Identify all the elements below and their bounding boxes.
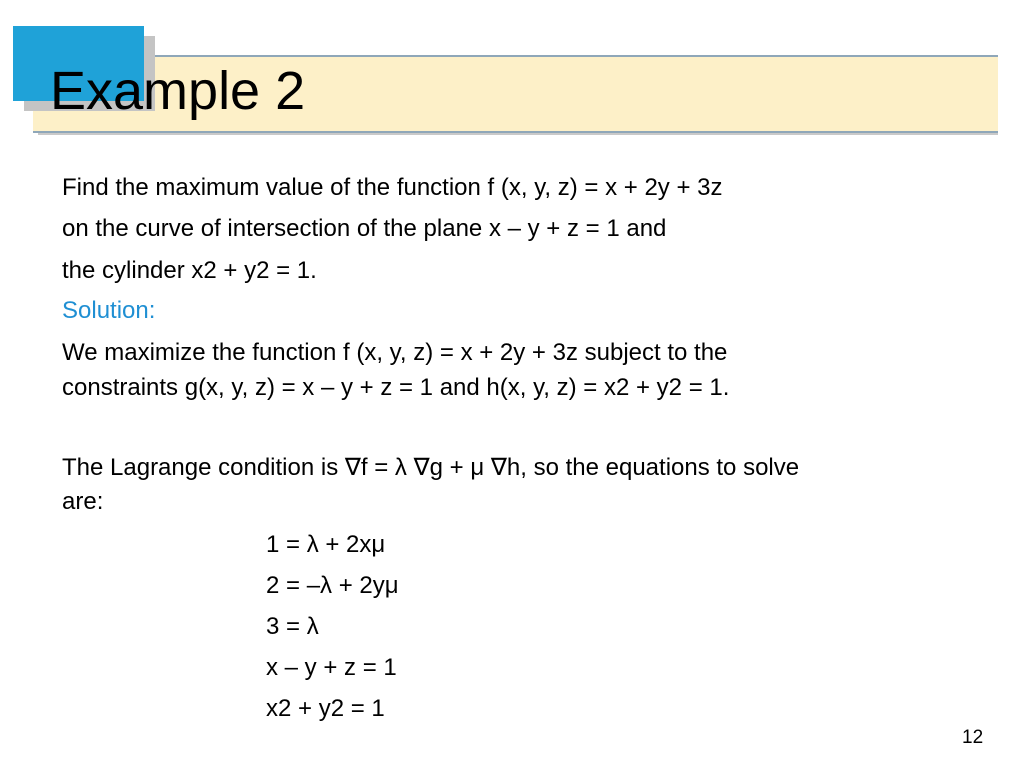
problem-line-3: the cylinder x2 + y2 = 1.: [62, 257, 317, 284]
page-number: 12: [962, 727, 984, 748]
solution-label: Solution:: [62, 297, 156, 324]
slide-title: Example 2: [50, 61, 306, 121]
solution-line-1: We maximize the function f (x, y, z) = x + 2y + 3z subject to the: [62, 339, 728, 366]
lagrange-line-1: The Lagrange condition is ∇f = λ ∇g + μ ∇h, so the equations to solve: [62, 454, 800, 481]
problem-line-1: Find the maximum value of the function f (x, y, z) = x + 2y + 3z: [62, 174, 723, 201]
equation-2: 2 = –λ + 2yμ: [266, 572, 399, 599]
equation-3: 3 = λ: [266, 613, 319, 640]
solution-line-2: constraints g(x, y, z) = x – y + z = 1 and h(x, y, z) = x2 + y2 = 1.: [62, 374, 730, 401]
problem-line-2: on the curve of intersection of the plane x – y + z = 1 and: [62, 215, 667, 242]
equation-5: x2 + y2 = 1: [266, 695, 385, 722]
equation-1: 1 = λ + 2xμ: [266, 531, 386, 558]
equation-4: x – y + z = 1: [266, 654, 397, 681]
lagrange-line-2: are:: [62, 488, 104, 515]
